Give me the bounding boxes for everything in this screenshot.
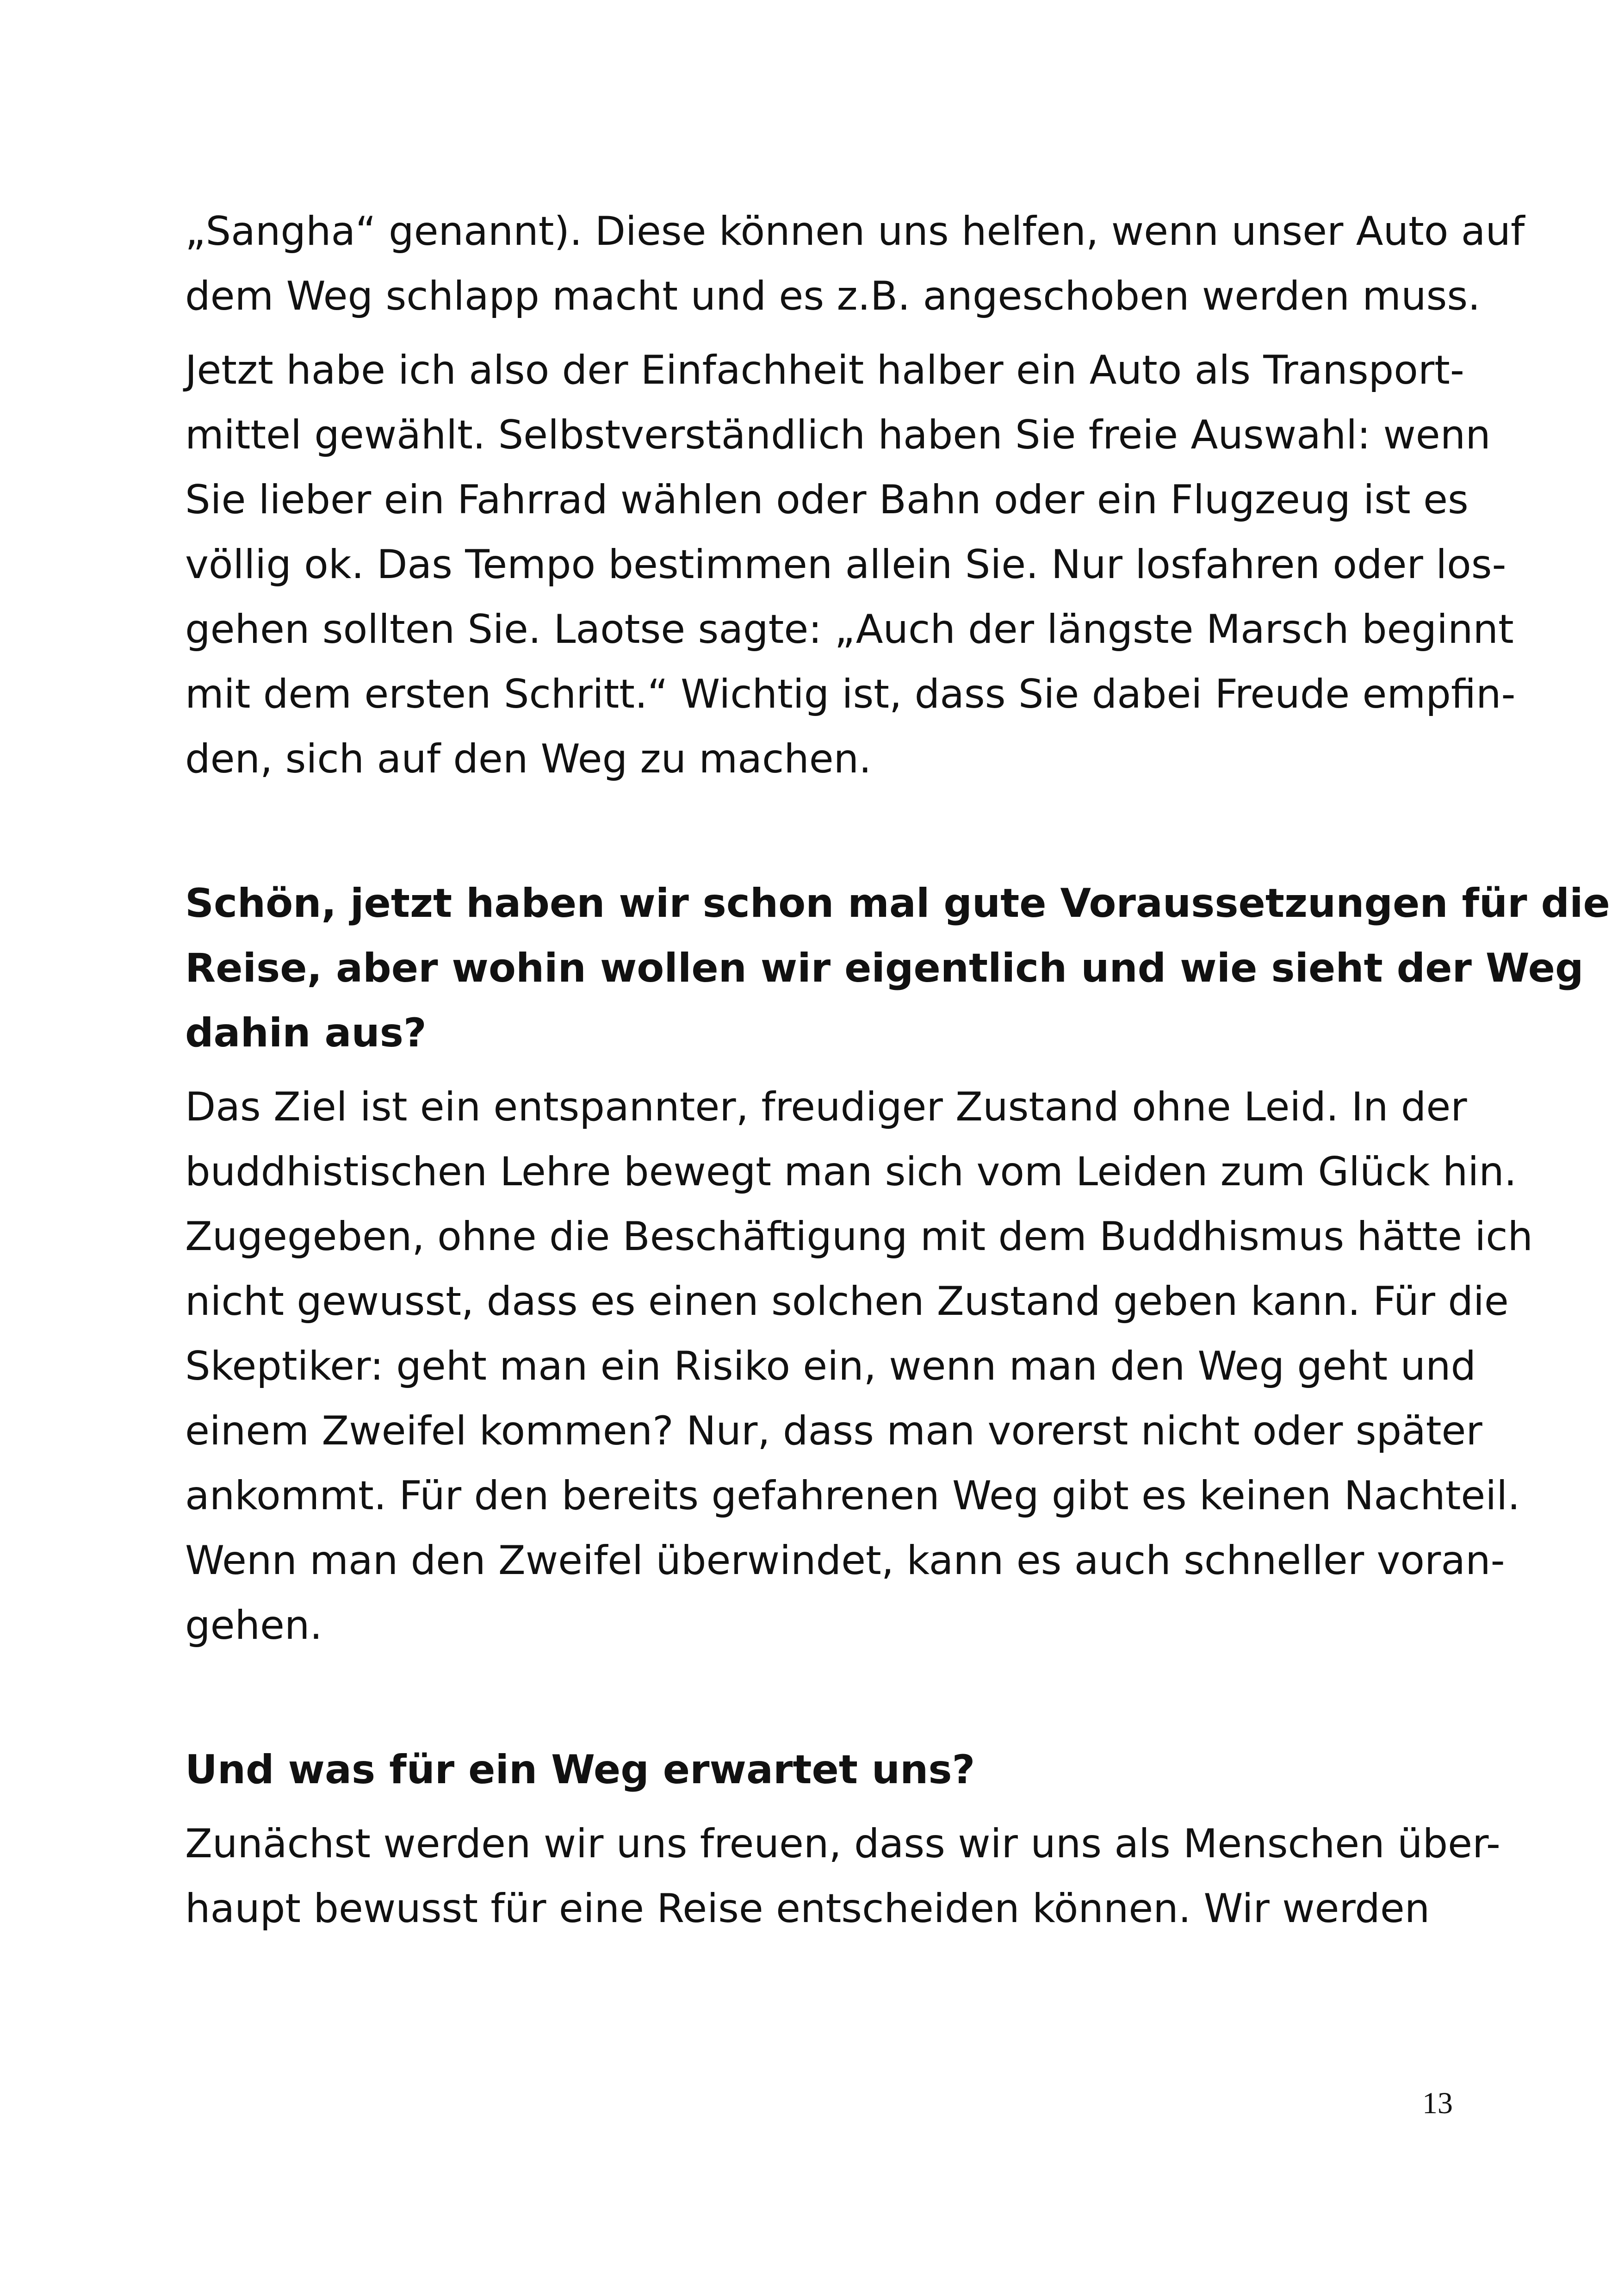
text-line: Skeptiker: geht man ein Risiko ein, wenn man den Weg geht und [185,1343,1476,1389]
paragraph-goal [185,1075,1533,1658]
text-line: gehen sollten Sie. Laotse sagte: „Auch der längste Marsch beginnt [185,606,1514,653]
heading-line: Und was für ein Weg erwartet uns? [185,1747,975,1793]
text-line: Jetzt habe ich also der Einfachheit halber ein Auto als Transport- [185,347,1464,393]
text-line: einem Zweifel kommen? Nur, dass man vorerst nicht oder später [185,1408,1482,1454]
section-spacer [185,1658,1444,1737]
text-line: buddhistischen Lehre bewegt man sich vom Leiden zum Glück hin. [185,1149,1517,1195]
paragraph-transport [185,338,1516,791]
text-line: Zugegeben, ohne die Beschäftigung mit dem Buddhismus hätte ich [185,1213,1533,1260]
page-number: 13 [1422,2086,1453,2120]
section-heading-goal [185,871,1610,1065]
text-line: Wenn man den Zweifel überwindet, kann es auch schneller voran- [185,1537,1505,1584]
text-line: dem Weg schlapp macht und es z.B. angeschoben werden muss. [185,273,1481,319]
text-line: Sie lieber ein Fahrrad wählen oder Bahn oder ein Flugzeug ist es [185,477,1469,523]
text-line: „Sangha“ genannt). Diese können uns helfen, wenn unser Auto auf [185,208,1525,255]
heading-line: dahin aus? [185,1010,427,1056]
text-line: mit dem ersten Schritt.“ Wichtig ist, dass Sie dabei Freude empfin- [185,671,1516,717]
heading-line: Schön, jetzt haben wir schon mal gute Voraussetzungen für die [185,880,1610,927]
text-line: nicht gewusst, dass es einen solchen Zustand geben kann. Für die [185,1278,1509,1325]
paragraph-spacer [185,329,1444,338]
text-line: haupt bewusst für eine Reise entscheiden können. Wir werden [185,1885,1430,1932]
text-line: Zunächst werden wir uns freuen, dass wir uns als Menschen über- [185,1821,1500,1867]
section-spacer [185,791,1444,871]
text-line: Das Ziel ist ein entspannter, freudiger Zustand ohne Leid. In der [185,1084,1467,1130]
paragraph-spacer [185,1065,1444,1075]
paragraph-way [185,1811,1500,1941]
page-body [185,199,1610,1941]
paragraph-continuation [185,199,1525,329]
text-line: mittel gewählt. Selbstverständlich haben Sie freie Auswahl: wenn [185,412,1491,458]
paragraph-spacer [185,1802,1444,1811]
text-line: völlig ok. Das Tempo bestimmen allein Sie. Nur losfahren oder los- [185,541,1506,588]
section-heading-way [185,1737,1444,1802]
text-line: den, sich auf den Weg zu machen. [185,736,872,782]
text-line: ankommt. Für den bereits gefahrenen Weg gibt es keinen Nachteil. [185,1473,1520,1519]
text-line: gehen. [185,1602,322,1649]
heading-line: Reise, aber wohin wollen wir eigentlich und wie sieht der Weg [185,945,1584,991]
